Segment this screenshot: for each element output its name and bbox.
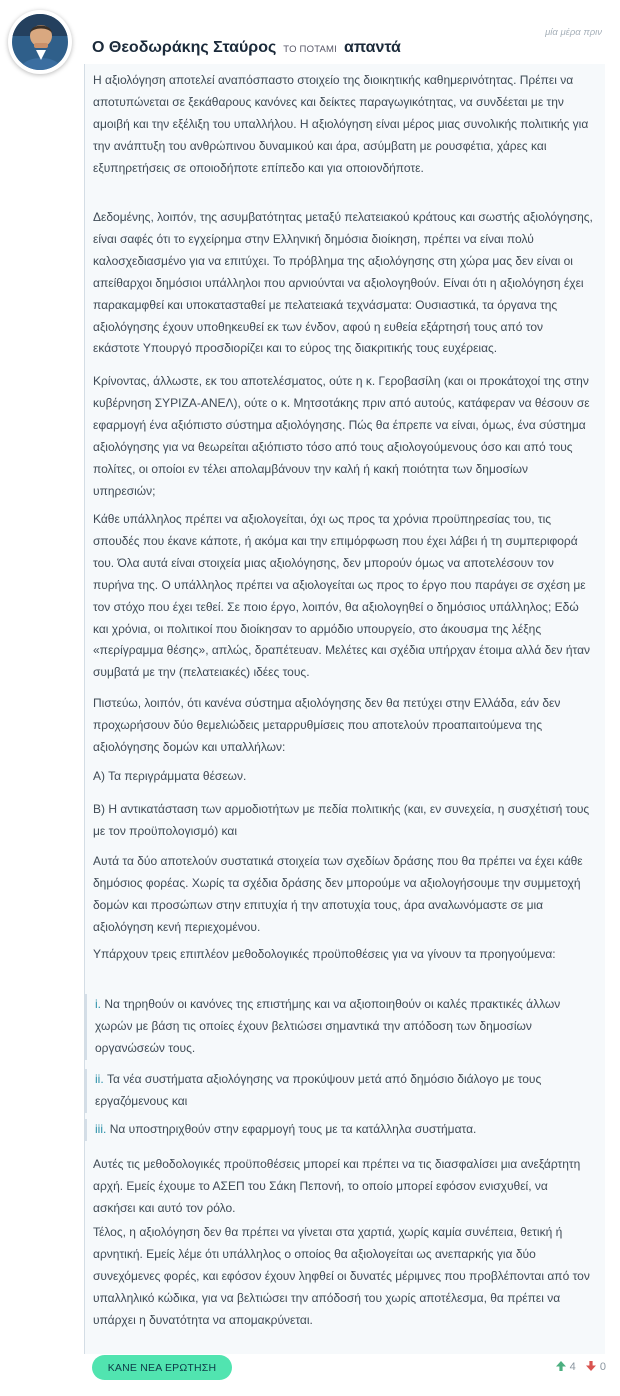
answer-paragraph: Κάθε υπάλληλος πρέπει να αξιολογείται, όχι ως προς τα χρόνια προϋπηρεσίας του, τις σπουδές που έκανε κάποτε, ή ακόμα και την επιμόρφωση που έχει λάβει ή τη συμπεριφορά του. Όλα αυτά είναι στοιχεία μιας αξιολόγησης, δεν μπορούν όμως να αποτελέσουν τον πυρήνα της. Ο υπάλληλος πρέπει να αξιολογείται ως προς το έργο που παράγει σε σχέση με τον στόχο που έχει τεθεί. Σε ποιο έργο, λοιπόν, θα αξιολογηθεί ο δημόσιος υπάλληλος; Εδώ και χρόνια, οι πολιτικοί που διοίκησαν το αρμόδιο υπουργείο, στο άκουσμα της λέξης «περίγραμμα θέσης», απλώς, δραπέτευαν. Μελέτες και σχέδια υπήρχαν έτοιμα αλλά δεν ήταν συμβατά με την (πελατειακές) ιδέες τους. (93, 512, 591, 680)
condition-marker: ii. (95, 1072, 104, 1086)
answer-paragraph: Δεδομένης, λοιπόν, της ασυμβατότητας μεταξύ πελατειακού κράτους και σωστής αξιολόγησης, είναι σαφές ότι το εγχείρημα στην Ελληνική δημόσια διοίκηση, πρέπει να είναι πολύ καλοσχεδιασμένο για να επιτύχει. Το πρόβλημα της αξιολόγησης στη χώρα μας δεν είναι οι απείθαρχοι δημόσιοι υπάλληλοι που αρνιούνται να αξιολογηθούν. Είναι ότι η αξιολόγηση έχει παρακαμφθεί και υποκατασταθεί με πελατειακά τεχνάσματα: Ουσιαστικά, τα όργανα της αξιολόγησης έχουν υποθηκευθεί εκ των ένδον, αφού η ευθεία εξάρτησή τους από τον εκάστοτε Υπουργό προσδιορίζει και το εύρος της διακριτικής τους ευχέρειας. (93, 210, 593, 356)
answer-paragraph: Υπάρχουν τρεις επιπλέον μεθοδολογικές προϋποθέσεις για να γίνουν τα προηγούμενα: (93, 947, 556, 961)
answer-paragraph: Α) Τα περιγράμματα θέσεων. (93, 769, 247, 783)
arrow-down-icon (585, 1360, 597, 1372)
author-name[interactable]: Ο Θεοδωράκης Σταύρος (92, 39, 277, 56)
answer-body (84, 64, 605, 1354)
condition-marker: iii. (95, 1122, 107, 1136)
party-name[interactable]: ΤΟ ΠΟΤΑΜΙ (283, 44, 337, 55)
vote-controls (555, 1360, 606, 1373)
downvote-button[interactable] (585, 1360, 606, 1373)
condition-item (85, 994, 595, 1060)
answer-paragraph: Κρίνοντας, άλλωστε, εκ του αποτελέσματος, ούτε η κ. Γεροβασίλη (και οι προκάτοχοί της στην κυβέρνηση ΣΥΡΙΖΑ-ΑΝΕΛ), ούτε ο κ. Μητσοτάκης πριν από αυτούς, κατάφεραν να θέσουν σε εφαρμογή ένα αξιόπιστο σύστημα αξιολόγησης. Πώς θα έπρεπε να είναι, όμως, ένα σύστημα αξιολόγησης για να θεωρείται αξιόπιστο τόσο από τους αξιολογούμενους όσο και από τους πολίτες, οι οποίοι εν τέλει απολαμβάνουν την καλή ή κακή ποιότητα των δημοσίων υπηρεσιών; (93, 374, 590, 498)
answer-paragraph: Η αξιολόγηση αποτελεί αναπόσπαστο στοιχείο της διοικητικής καθημερινότητας. Πρέπει να αποτυπώνεται σε ξεκάθαρους κανόνες και δείκτες παραγωγικότητας, να συνδέεται με την αμοιβή και την εξέλιξη του υπαλλήλου. Η αξιολόγηση είναι μέρος μιας συνολικής πολιτικής για την ανάπτυξη του ανθρώπινου δυναμικού και άρα, ασύμβατη με ρουσφέτια, χάρες και εξυπηρετήσεις σε οποιοδήποτε επίπεδο και για οποιονδήποτε. (93, 73, 589, 175)
action-label: απαντά (343, 39, 401, 56)
author-line (92, 39, 401, 57)
condition-marker: i. (95, 997, 101, 1011)
avatar[interactable] (8, 10, 72, 74)
timestamp: μία μέρα πριν (545, 27, 602, 38)
answer-paragraph: Αυτές τις μεθοδολογικές προϋποθέσεις μπορεί και πρέπει να τις διασφαλίσει μια ανεξάρτητη αρχή. Εμείς έχουμε το ΑΣΕΠ του Σάκη Πεπονή, το οποίο μπορεί εφόσον ενισχυθεί, να ασκήσει και αυτό τον ρόλο. (93, 1157, 581, 1215)
answer-paragraph: Πιστεύω, λοιπόν, ότι κανένα σύστημα αξιολόγησης δεν θα πετύχει στην Ελλάδα, εάν δεν προχωρήσουν δύο θεμελιώδεις μεταρρυθμίσεις που αποτελούν προαπαιτούμενα της αξιολόγησης δομών και υπαλλήλων: (93, 696, 561, 754)
answer-paragraph: Αυτά τα δύο αποτελούν συστατικά στοιχεία των σχεδίων δράσης που θα πρέπει να έχει κάθε δημόσιος φορέας. Χωρίς τα σχέδια δράσης δεν μπορούμε να αξιολογήσουμε την συμμετοχή δομών και προσώπων στην επιτυχία ή την αποτυχία τους, άρα αναλωνόμαστε σε μια αξιολόγηση κενή περιεχομένου. (93, 854, 583, 934)
avatar-image (12, 14, 68, 70)
downvote-count: 0 (599, 1361, 606, 1373)
answer-paragraph: Τέλος, η αξιολόγηση δεν θα πρέπει να γίνεται στα χαρτιά, χωρίς καμία συνέπεια, θετική ή αρνητική. Εμείς λέμε ότι υπάλληλος ο οποίος θα αξιολογείται ως ανεπαρκής για δύο συνεχόμενες φορές, και εφόσον έχουν ληφθεί οι δυνατές μέριμνες που προβλέπονται από τον υπαλληλικό κώδικα, για να βελτιώσει την απόδοσή του χωρίς αποτέλεσμα, θα πρέπει να υπάρχει η δυνατότητα να απομακρύνεται. (93, 1225, 590, 1327)
condition-text: Να τηρηθούν οι κανόνες της επιστήμης και να αξιοποιηθούν οι καλές πρακτικές άλλων χωρών με βάση τις οποίες έχουν βελτιώσει σημαντικά την απόδοση των δημοσίων οργανώσεών τους. (95, 997, 561, 1055)
ask-new-question-button[interactable]: ΚΑΝΕ ΝΕΑ ΕΡΩΤΗΣΗ (92, 1355, 232, 1380)
avatar-photo (12, 14, 68, 70)
answer-paragraph: Β) Η αντικατάσταση των αρμοδιοτήτων με πεδία πολιτικής (και, εν συνεχεία, η συσχέτισή τους με τον προϋπολογισμό) και (93, 802, 590, 838)
upvote-count: 4 (569, 1361, 576, 1373)
condition-text: Να υποστηριχθούν στην εφαρμογή τους με τα κατάλληλα συστήματα. (109, 1122, 477, 1136)
condition-text: Τα νέα συστήματα αξιολόγησης να προκύψουν μετά από δημόσιο διάλογο με τους εργαζόμενους και (95, 1072, 542, 1108)
answer-footer (84, 1354, 620, 1396)
condition-item (85, 1119, 595, 1141)
condition-item (85, 1069, 595, 1113)
arrow-up-icon (555, 1360, 567, 1372)
upvote-button[interactable] (555, 1360, 576, 1373)
